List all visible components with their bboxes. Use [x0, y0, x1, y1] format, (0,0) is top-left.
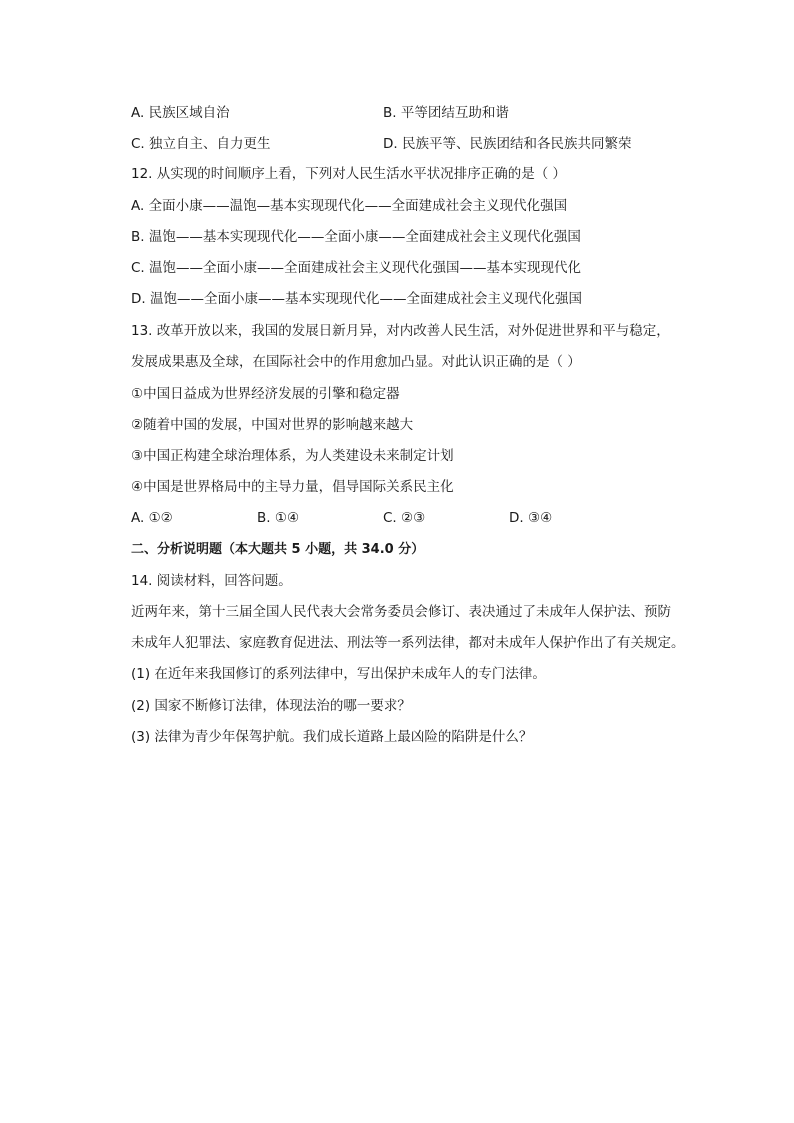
- q11-option-d: D. 民族平等、民族团结和各民族共同繁荣: [383, 136, 632, 152]
- q14-material-line1: 近两年来，第十三届全国人民代表大会常务委员会修订、表决通过了未成年人保护法、预防: [131, 604, 671, 620]
- q11-option-a: A. 民族区域自治: [131, 105, 230, 121]
- q11-option-b: B. 平等团结互助和谐: [383, 105, 509, 121]
- q13-option-b: B. ①④: [257, 510, 300, 526]
- q13-option-d: D. ③④: [509, 510, 553, 526]
- q12-option-c: C. 温饱——全面小康——全面建成社会主义现代化强国——基本实现现代化: [131, 260, 582, 276]
- q12-option-b: B. 温饱——基本实现现代化——全面小康——全面建成社会主义现代化强国: [131, 229, 581, 245]
- q13-statement-2: ②随着中国的发展，中国对世界的影响越来越大: [131, 417, 414, 433]
- q12-option-d: D. 温饱——全面小康——基本实现现代化——全面建成社会主义现代化强国: [131, 291, 582, 307]
- q13-option-a: A. ①②: [131, 510, 173, 526]
- q12-option-a: A. 全面小康——温饱—基本实现现代化——全面建成社会主义现代化强国: [131, 198, 568, 214]
- q12-stem: 12. 从实现的时间顺序上看，下列对人民生活水平状况排序正确的是（ ）: [131, 166, 567, 182]
- q14-subquestion-2: (2) 国家不断修订法律，体现法治的哪一要求？: [131, 698, 411, 714]
- q13-statement-4: ④中国是世界格局中的主导力量，倡导国际关系民主化: [131, 479, 454, 495]
- q14-subquestion-3: (3) 法律为青少年保驾护航。我们成长道路上最凶险的陷阱是什么？: [131, 729, 533, 745]
- q13-statement-1: ①中国日益成为世界经济发展的引擎和稳定器: [131, 386, 400, 402]
- q13-stem-line1: 13. 改革开放以来，我国的发展日新月异，对内改善人民生活，对外促进世界和平与稳定，: [131, 323, 670, 339]
- q11-option-c: C. 独立自主、自力更生: [131, 136, 271, 152]
- q13-stem-line2: 发展成果惠及全球，在国际社会中的作用愈加凸显。对此认识正确的是（ ）: [131, 354, 581, 370]
- q14-stem: 14. 阅读材料，回答问题。: [131, 573, 292, 589]
- q14-subquestion-1: (1) 在近年来我国修订的系列法律中，写出保护未成年人的专门法律。: [131, 666, 546, 682]
- q13-statement-3: ③中国正构建全球治理体系，为人类建设未来制定计划: [131, 448, 454, 464]
- section-heading: 二、分析说明题（本大题共 5 小题，共 34.0 分）: [131, 542, 425, 557]
- q14-material-line2: 未成年人犯罪法、家庭教育促进法、刑法等一系列法律，都对未成年人保护作出了有关规定。: [131, 635, 685, 651]
- q13-option-c: C. ②③: [383, 510, 426, 526]
